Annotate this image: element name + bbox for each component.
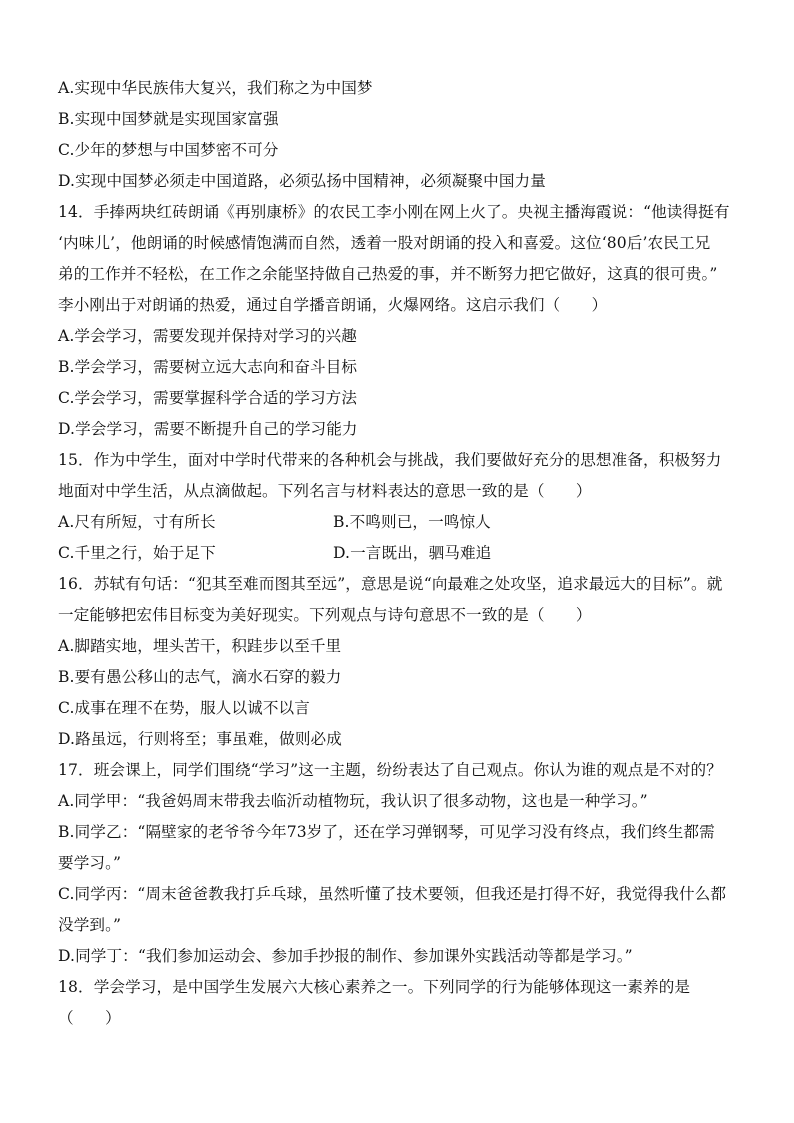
- q13-option-d: D.实现中国梦必须走中国道路，必须弘扬中国精神，必须凝聚中国力量: [58, 172, 546, 190]
- q18-stem-line: （ ）: [58, 1009, 121, 1027]
- q15-options-row: [58, 512, 748, 532]
- q15-stem-line: 15．作为中学生，面对中学时代带来的各种机会与挑战，我们要做好充分的思想准备，积极努力: [58, 451, 722, 469]
- q14-stem-line: ‘内味儿’，他朗诵的时候感情饱满而自然，透着一股对朗诵的投入和喜爱。这位‘80后’农民工兄: [58, 234, 711, 252]
- q15-option-b: B.不鸣则已，一鸣惊人: [333, 513, 491, 531]
- q17-option-line: D.同学丁：“我们参加运动会、参加手抄报的制作、参加课外实践活动等都是学习。”: [58, 947, 633, 965]
- q15-option-c: C.千里之行，始于足下: [58, 544, 216, 562]
- q18-stem-line: 18．学会学习，是中国学生发展六大核心素养之一。下列同学的行为能够体现这一素养的是: [58, 978, 691, 996]
- q16-option-a: A.脚踏实地，埋头苦干，积跬步以至千里: [58, 637, 342, 655]
- q13-option-c: C.少年的梦想与中国梦密不可分: [58, 141, 279, 159]
- q16-option-d: D.路虽远，行则将至；事虽难，做则必成: [58, 730, 342, 748]
- q17-stem: 17．班会课上，同学们围绕“学习”这一主题，纷纷表达了自己观点。你认为谁的观点是不对的？: [58, 761, 722, 779]
- q14-option-b: B.学会学习，需要树立远大志向和奋斗目标: [58, 358, 358, 376]
- q16-stem-line: 16．苏轼有句话：“犯其至难而图其至远”，意思是说“向最难之处攻坚，追求最远大的目标”。就: [58, 575, 723, 593]
- q17-option-line: 要学习。”: [58, 854, 122, 872]
- q17-option-line: A.同学甲：“我爸妈周末带我去临沂动植物玩，我认识了很多动物，这也是一种学习。”: [58, 792, 648, 810]
- q16-option-c: C.成事在理不在势，服人以诚不以言: [58, 699, 310, 717]
- q15-stem-line: 地面对中学生活，从点滴做起。下列名言与材料表达的意思一致的是（ ）: [58, 482, 592, 500]
- q14-stem-line: 弟的工作并不轻松，在工作之余能坚持做自己热爱的事，并不断努力把它做好，这真的很可贵。”: [58, 265, 718, 283]
- q16-option-b: B.要有愚公移山的志气，滴水石穿的毅力: [58, 668, 342, 686]
- q14-option-d: D.学会学习，需要不断提升自己的学习能力: [58, 420, 358, 438]
- q14-stem-line: 李小刚出于对朗诵的热爱，通过自学播音朗诵，火爆网络。这启示我们（ ）: [58, 296, 608, 314]
- q15-option-d: D.一言既出，驷马难追: [333, 544, 492, 562]
- q17-option-line: B.同学乙：“隔壁家的老爷爷今年73岁了，还在学习弹钢琴，可见学习没有终点，我们终生都需: [58, 823, 715, 841]
- q17-option-line: 没学到。”: [58, 916, 122, 934]
- q14-option-c: C.学会学习，需要掌握科学合适的学习方法: [58, 389, 358, 407]
- q16-stem-line: 一定能够把宏伟目标变为美好现实。下列观点与诗句意思不一致的是（ ）: [58, 606, 592, 624]
- q14-stem-line: 14．手捧两块红砖朗诵《再别康桥》的农民工李小刚在网上火了。央视主播海霞说：“他读得挺有: [58, 203, 730, 221]
- q15-option-a: A.尺有所短，寸有所长: [58, 513, 216, 531]
- q15-options-row: [58, 543, 748, 563]
- q13-option-a: A.实现中华民族伟大复兴，我们称之为中国梦: [58, 79, 373, 97]
- q14-option-a: A.学会学习，需要发现并保持对学习的兴趣: [58, 327, 357, 345]
- q17-option-line: C.同学丙：“周末爸爸教我打乒乓球，虽然听懂了技术要领，但我还是打得不好，我觉得我什么都: [58, 885, 727, 903]
- q13-option-b: B.实现中国梦就是实现国家富强: [58, 110, 279, 128]
